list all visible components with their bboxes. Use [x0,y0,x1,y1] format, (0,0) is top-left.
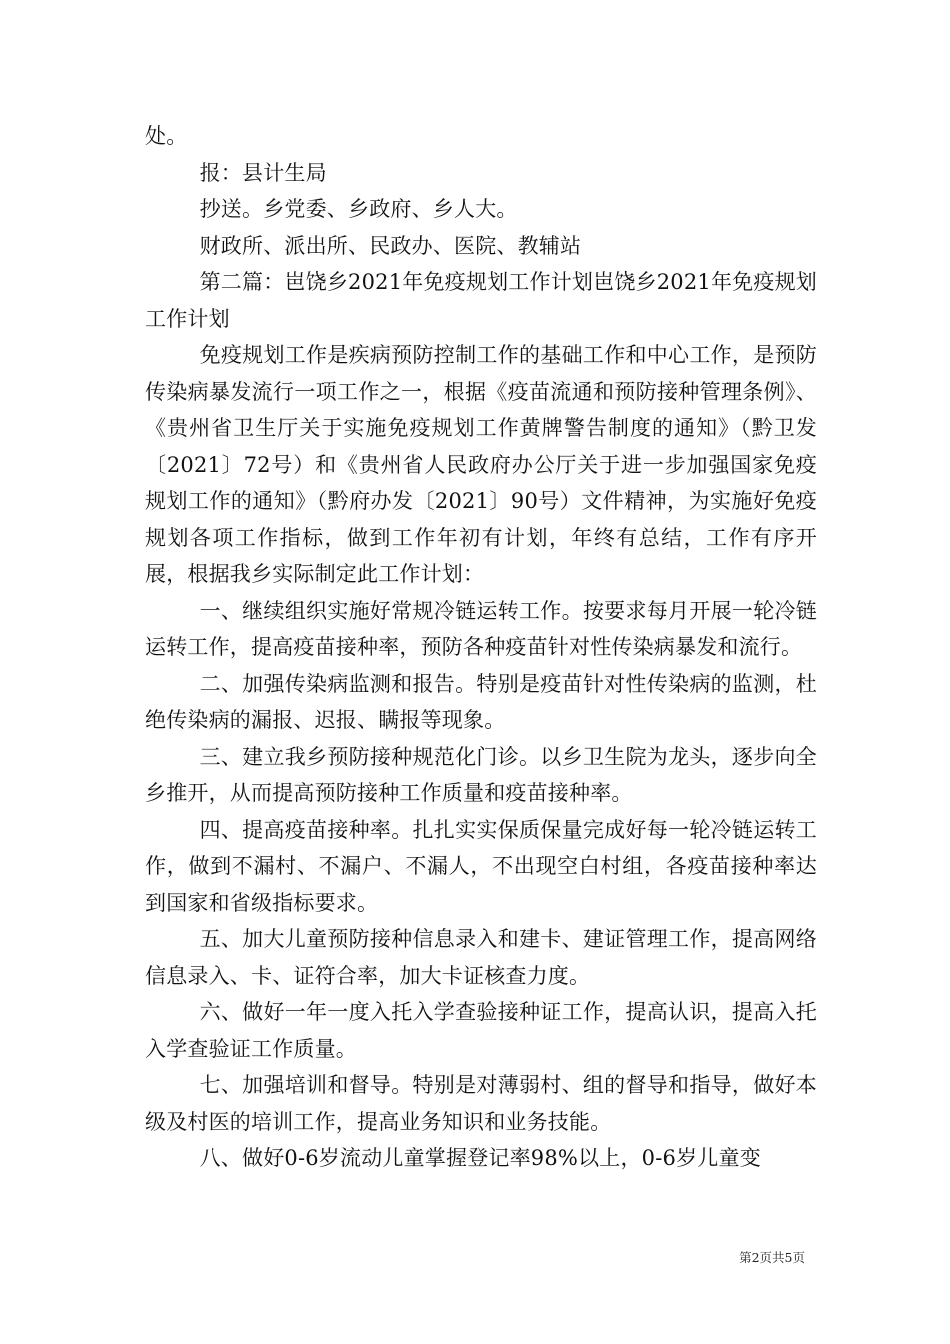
paragraph-item-6: 六、做好一年一度入托入学查验接种证工作，提高认识，提高入托入学查验证工作质量。 [145,1000,817,1061]
paragraph-1: 处。 [145,124,188,148]
paragraph-item-3: 三、建立我乡预防接种规范化门诊。以乡卫生院为龙头，逐步向全乡推开，从而提高预防接种工作质量和疫苗接种率。 [145,744,817,805]
paragraph-item-5: 五、加大儿童预防接种信息录入和建卡、建证管理工作，提高网络信息录入、卡、证符合率，加大卡证核查力度。 [145,927,817,988]
paragraph-item-4: 四、提高疫苗接种率。扎扎实实保质保量完成好每一轮冷链运转工作，做到不漏村、不漏户、不漏人，不出现空白村组，各疫苗接种率达到国家和省级指标要求。 [145,817,817,915]
paragraph-item-2: 二、加强传染病监测和报告。特别是疫苗针对性传染病的监测，杜绝传染病的漏报、迟报、瞒报等现象。 [145,671,817,732]
paragraph-item-8: 八、做好0-6岁流动儿童掌握登记率98%以上，0-6岁儿童变 [199,1146,761,1170]
paragraph-report-to: 报：县计生局 [199,160,327,185]
paragraph-item-1: 一、继续组织实施好常规冷链运转工作。按要求每月开展一轮冷链运转工作，提高疫苗接种率，预防各种疫苗针对性传染病暴发和流行。 [145,598,817,659]
page-number: 第2页共5页 [739,1250,805,1265]
paragraph-cc-departments: 财政所、派出所、民政办、医院、教辅站 [199,233,582,258]
paragraph-cc: 抄送。乡党委、乡政府、乡人大。 [199,197,518,221]
paragraph-item-7: 七、加强培训和督导。特别是对薄弱村、组的督导和指导，做好本级及村医的培训工作，提高业务知识和业务技能。 [145,1073,817,1134]
paragraph-section-title: 第二篇：岜饶乡2021年免疫规划工作计划岜饶乡2021年免疫规划工作计划 [145,270,817,331]
paragraph-intro: 免疫规划工作是疾病预防控制工作的基础工作和中心工作，是预防传染病暴发流行一项工作之一，根据《疫苗流通和预防接种管理条例》、《贵州省卫生厅关于实施免疫规划工作黄牌警告制度的通知》（黔卫发〔2021〕72号）和《贵州省人民政府办公厅关于进一步加强国家免疫规划工作的通知》（黔府办发〔2021〕90号）文件精神，为实施好免疫规划各项工作指标，做到工作年初有计划，年终有总结，工作有序开展，根据我乡实际制定此工作计划： [145,343,817,586]
document-body [145,118,817,1177]
